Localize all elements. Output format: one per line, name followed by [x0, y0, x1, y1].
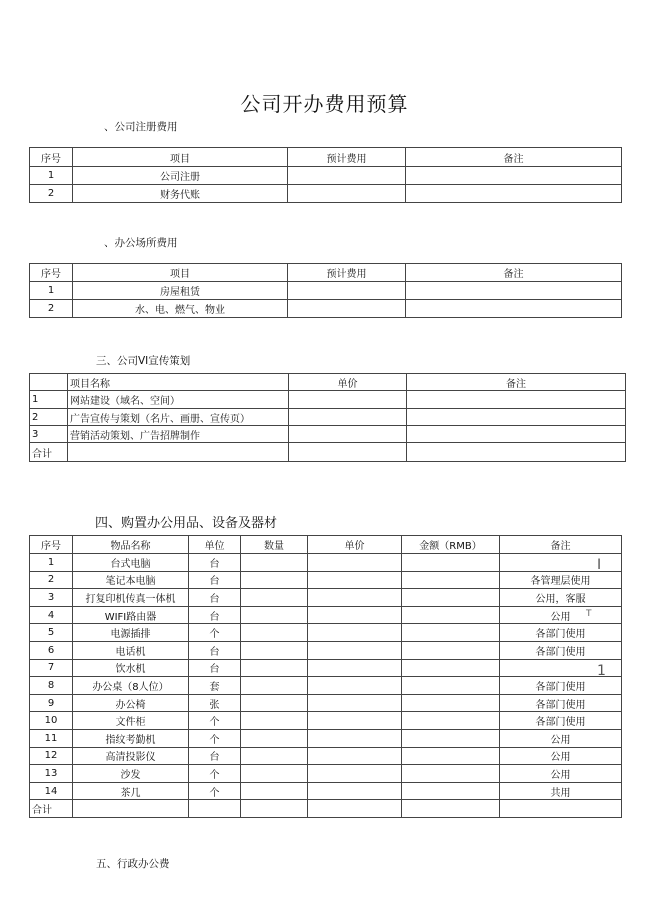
table-cell: 8	[30, 677, 73, 695]
table-cell	[288, 282, 406, 300]
table-cell: 个	[189, 765, 241, 783]
table-cell: 台	[189, 589, 241, 607]
table-cell	[308, 712, 402, 730]
table-cell: 台	[189, 554, 241, 572]
table-row	[30, 712, 622, 730]
table-cell	[402, 641, 500, 659]
table-cell: 1	[30, 282, 73, 300]
table-cell: 电话机	[73, 641, 189, 659]
table-cell: 公用	[500, 729, 622, 747]
office-supplies-table	[29, 535, 622, 818]
table-cell	[406, 185, 622, 203]
table-cell	[288, 300, 406, 318]
table-cell	[241, 800, 308, 818]
table-cell: 水、电、燃气、物业	[73, 300, 288, 318]
table-cell: 个	[189, 712, 241, 730]
section-heading-office-space: 、办公场所费用	[104, 237, 178, 249]
table-cell: 营销活动策划、广告招牌制作	[68, 426, 289, 443]
table-cell	[308, 800, 402, 818]
table-cell	[241, 624, 308, 642]
table-cell	[500, 554, 622, 572]
table-cell	[308, 606, 402, 624]
table-cell: 房屋租赁	[73, 282, 288, 300]
table-cell	[241, 729, 308, 747]
table-row	[30, 554, 622, 572]
table-cell	[308, 659, 402, 677]
table-cell	[308, 747, 402, 765]
col-header: 备注	[500, 536, 622, 554]
table-row	[30, 782, 622, 800]
table-cell	[406, 300, 622, 318]
table-cell: 公用，客服	[500, 589, 622, 607]
table-cell: 11	[30, 729, 73, 747]
table-row	[30, 641, 622, 659]
table-cell: 笔记本电脑	[73, 571, 189, 589]
table-row	[30, 659, 622, 677]
table-cell: 台	[189, 659, 241, 677]
table-cell: 各部门使用	[500, 624, 622, 642]
table-cell: 2	[30, 300, 73, 318]
col-header: 数量	[241, 536, 308, 554]
table-cell	[289, 426, 407, 443]
table-cell	[402, 554, 500, 572]
col-header: 序号	[30, 148, 73, 167]
total-label: 合计	[30, 443, 68, 462]
table-row	[30, 765, 622, 783]
table-cell	[402, 606, 500, 624]
scan-mark: T	[586, 609, 592, 619]
section-heading-office-supplies: 四、购置办公用品、设备及器材	[95, 516, 278, 531]
table-cell: 网站建设（域名、空间）	[68, 391, 289, 409]
section-heading-registration: 、公司注册费用	[104, 121, 178, 133]
table-cell: 个	[189, 782, 241, 800]
registration-cost-table	[29, 147, 622, 203]
table-cell	[241, 571, 308, 589]
table-cell: 张	[189, 694, 241, 712]
table-cell	[241, 554, 308, 572]
table-cell	[241, 712, 308, 730]
table-cell: 公用	[500, 747, 622, 765]
table-cell: 14	[30, 782, 73, 800]
table-cell	[288, 167, 406, 185]
table-cell	[68, 443, 289, 462]
table-cell: 1	[30, 167, 73, 185]
col-header: 预计费用	[288, 264, 406, 282]
table-cell	[289, 409, 407, 426]
table-cell: 1	[30, 554, 73, 572]
table-cell	[308, 641, 402, 659]
table-cell: 3	[30, 589, 73, 607]
col-header: 序号	[30, 264, 73, 282]
table-cell: 财务代账	[73, 185, 288, 203]
table-cell: WIFI路由器	[73, 606, 189, 624]
table-cell	[402, 729, 500, 747]
col-header: 序号	[30, 536, 73, 554]
table-cell	[308, 554, 402, 572]
table-cell	[241, 765, 308, 783]
table-cell: 饮水机	[73, 659, 189, 677]
table-row	[30, 729, 622, 747]
table-cell	[308, 694, 402, 712]
section-heading-vi-planning: 三、公司VI宣传策划	[96, 355, 191, 367]
table-cell	[308, 589, 402, 607]
table-cell: 办公椅	[73, 694, 189, 712]
section-heading-admin-expenses: 五、行政办公费	[96, 858, 170, 870]
table-cell: 指纹考勤机	[73, 729, 189, 747]
table-cell	[241, 589, 308, 607]
table-cell: 台	[189, 641, 241, 659]
table-cell	[308, 677, 402, 695]
table-cell: 个	[189, 624, 241, 642]
table-cell: 5	[30, 624, 73, 642]
table-cell: 6	[30, 641, 73, 659]
table-cell: 各部门使用	[500, 677, 622, 695]
scan-mark: I	[597, 557, 602, 573]
table-cell	[73, 800, 189, 818]
table-cell: 公司注册	[73, 167, 288, 185]
page-title: 公司开办费用预算	[240, 92, 409, 116]
table-cell: 13	[30, 765, 73, 783]
table-cell: 台	[189, 571, 241, 589]
table-cell: 共用	[500, 782, 622, 800]
scan-mark: 1	[597, 663, 606, 679]
table-cell	[402, 800, 500, 818]
table-cell: 高清投影仪	[73, 747, 189, 765]
table-cell: 12	[30, 747, 73, 765]
table-cell: 各管理层使用	[500, 571, 622, 589]
col-header: 项目名称	[68, 374, 289, 391]
table-cell: 2	[30, 571, 73, 589]
col-header: 项目	[73, 264, 288, 282]
table-cell	[308, 765, 402, 783]
table-row	[30, 571, 622, 589]
table-cell: 沙发	[73, 765, 189, 783]
table-cell: 4	[30, 606, 73, 624]
total-label: 合计	[30, 800, 73, 818]
table-cell: 2	[30, 409, 68, 426]
table-cell: 套	[189, 677, 241, 695]
table-row	[30, 624, 622, 642]
col-header: 备注	[407, 374, 626, 391]
table-row	[30, 606, 622, 624]
table-cell	[402, 677, 500, 695]
table-cell	[407, 391, 626, 409]
table-cell: 电源插排	[73, 624, 189, 642]
col-header: 备注	[406, 148, 622, 167]
table-cell	[406, 282, 622, 300]
table-cell	[402, 747, 500, 765]
table-cell: 办公桌（8人位）	[73, 677, 189, 695]
table-cell: 个	[189, 729, 241, 747]
table-cell: 打复印机传真一体机	[73, 589, 189, 607]
table-cell	[241, 659, 308, 677]
col-header: 项目	[73, 148, 288, 167]
table-row	[30, 677, 622, 695]
col-header: 物品名称	[73, 536, 189, 554]
table-cell	[402, 571, 500, 589]
table-cell	[241, 677, 308, 695]
table-cell	[402, 624, 500, 642]
table-cell	[407, 409, 626, 426]
table-row	[30, 589, 622, 607]
table-cell	[289, 443, 407, 462]
col-header	[30, 374, 68, 391]
table-cell	[308, 729, 402, 747]
table-cell: 各部门使用	[500, 712, 622, 730]
col-header: 单价	[308, 536, 402, 554]
table-cell: 茶几	[73, 782, 189, 800]
table-cell: 7	[30, 659, 73, 677]
table-cell	[402, 589, 500, 607]
col-header: 单价	[289, 374, 407, 391]
col-header: 单位	[189, 536, 241, 554]
table-cell	[241, 747, 308, 765]
table-cell	[406, 167, 622, 185]
table-cell: 台式电脑	[73, 554, 189, 572]
col-header: 预计费用	[288, 148, 406, 167]
table-cell	[308, 624, 402, 642]
table-cell: 广告宣传与策划（名片、画册、宣传页）	[68, 409, 289, 426]
table-cell	[308, 782, 402, 800]
table-cell: 2	[30, 185, 73, 203]
table-cell	[241, 782, 308, 800]
table-cell	[241, 641, 308, 659]
table-cell: 公用	[500, 765, 622, 783]
office-space-cost-table	[29, 263, 622, 318]
table-cell	[189, 800, 241, 818]
table-cell	[407, 426, 626, 443]
table-cell: 3	[30, 426, 68, 443]
table-cell	[288, 185, 406, 203]
table-cell	[402, 712, 500, 730]
table-cell: 各部门使用	[500, 641, 622, 659]
table-cell: 9	[30, 694, 73, 712]
table-cell	[402, 694, 500, 712]
table-cell	[241, 606, 308, 624]
table-cell	[402, 659, 500, 677]
table-cell: 10	[30, 712, 73, 730]
table-cell: 文件柜	[73, 712, 189, 730]
col-header: 金额（RMB）	[402, 536, 500, 554]
table-cell: 1	[30, 391, 68, 409]
table-cell	[289, 391, 407, 409]
table-cell	[241, 694, 308, 712]
table-cell: 台	[189, 747, 241, 765]
table-cell: 台	[189, 606, 241, 624]
table-row	[30, 747, 622, 765]
table-cell	[402, 782, 500, 800]
table-cell	[407, 443, 626, 462]
table-cell	[402, 765, 500, 783]
table-row	[30, 694, 622, 712]
table-cell	[308, 571, 402, 589]
col-header: 备注	[406, 264, 622, 282]
table-cell: 各部门使用	[500, 694, 622, 712]
table-cell: 公用	[500, 606, 622, 624]
vi-planning-table	[29, 373, 626, 462]
table-cell	[500, 800, 622, 818]
